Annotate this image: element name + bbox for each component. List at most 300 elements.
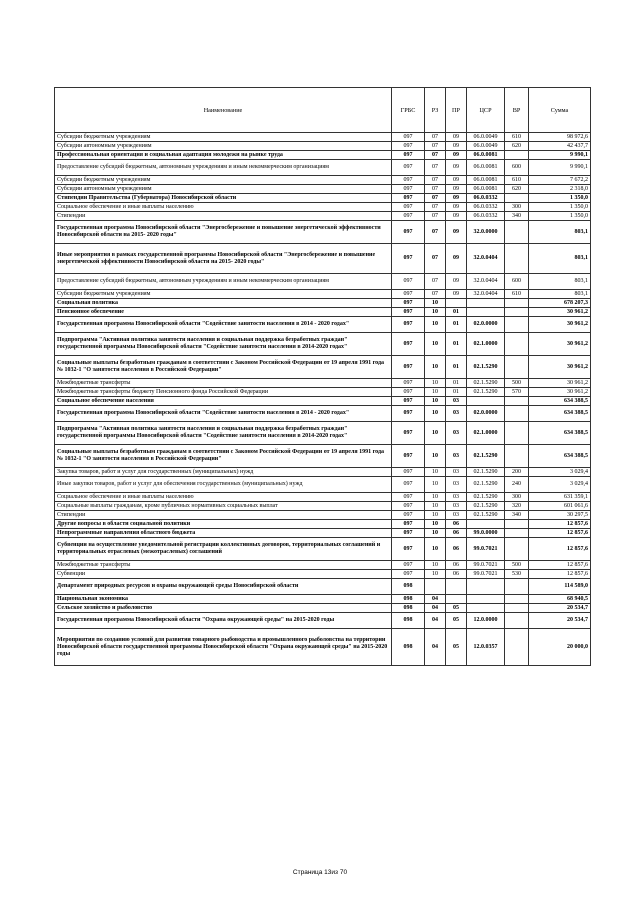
cell-csr [467, 604, 505, 613]
cell-grbs: 097 [392, 290, 425, 299]
cell-name: Социальное обеспечение и иные выплаты населению [55, 203, 392, 212]
budget-table [54, 87, 591, 666]
cell-sum: 2 318,0 [529, 185, 591, 194]
cell-rz: 10 [425, 561, 446, 570]
cell-rz: 10 [425, 379, 446, 388]
cell-csr [467, 595, 505, 604]
cell-pr: 03 [446, 477, 467, 493]
cell-name: Субсидии автономным учреждениям [55, 142, 392, 151]
cell-sum: 1 350,0 [529, 203, 591, 212]
cell-csr [467, 308, 505, 317]
cell-sum: 12 857,6 [529, 561, 591, 570]
cell-sum: 1 350,0 [529, 194, 591, 203]
table-row [55, 529, 591, 538]
cell-rz: 04 [425, 629, 446, 666]
cell-name: Иные мероприятия в рамках государственной программы Новосибирской области "Энергосбережение и повышение энергетической эффективности Новосибирской области на 2015- 2020 годы" [55, 244, 392, 274]
cell-vr: 500 [505, 561, 529, 570]
cell-vr [505, 299, 529, 308]
cell-rz: 04 [425, 613, 446, 629]
cell-name: Субсидии бюджетным учреждениям [55, 290, 392, 299]
table-row [55, 477, 591, 493]
cell-sum: 12 857,6 [529, 538, 591, 561]
table-row [55, 561, 591, 570]
cell-name: Стипендии [55, 511, 392, 520]
cell-sum: 3 029,4 [529, 468, 591, 477]
cell-rz: 07 [425, 185, 446, 194]
cell-csr: 32.0.0404 [467, 274, 505, 290]
cell-vr: 600 [505, 160, 529, 176]
cell-grbs: 098 [392, 595, 425, 604]
cell-grbs: 097 [392, 317, 425, 333]
cell-sum: 12 857,6 [529, 570, 591, 579]
cell-pr: 09 [446, 274, 467, 290]
table-row [55, 388, 591, 397]
cell-rz: 07 [425, 244, 446, 274]
table-row [55, 604, 591, 613]
cell-rz: 10 [425, 333, 446, 356]
cell-grbs: 097 [392, 274, 425, 290]
table-row [55, 133, 591, 142]
table-row [55, 520, 591, 529]
cell-vr [505, 317, 529, 333]
cell-rz: 07 [425, 194, 446, 203]
cell-sum: 803,1 [529, 290, 591, 299]
cell-csr: 02.1.5290 [467, 379, 505, 388]
cell-vr: 610 [505, 133, 529, 142]
cell-vr: 570 [505, 388, 529, 397]
cell-grbs: 097 [392, 244, 425, 274]
cell-rz: 10 [425, 445, 446, 468]
cell-csr: 02.1.5290 [467, 445, 505, 468]
table-row [55, 194, 591, 203]
cell-name: Государственная программа Новосибирской области "Содействие занятости населения в 2014 - 2020 годах" [55, 317, 392, 333]
cell-name: Социальная политика [55, 299, 392, 308]
cell-sum: 20 534,7 [529, 604, 591, 613]
cell-csr: 12.0.0000 [467, 613, 505, 629]
cell-pr [446, 299, 467, 308]
cell-grbs: 097 [392, 212, 425, 221]
cell-csr: 06.0.0332 [467, 203, 505, 212]
cell-rz: 10 [425, 406, 446, 422]
cell-name: Пенсионное обеспечение [55, 308, 392, 317]
cell-grbs: 097 [392, 185, 425, 194]
cell-csr: 06.0.0332 [467, 194, 505, 203]
cell-grbs: 097 [392, 160, 425, 176]
cell-rz: 10 [425, 397, 446, 406]
table-row [55, 221, 591, 244]
cell-csr: 02.1.5290 [467, 388, 505, 397]
cell-csr: 02.1.5290 [467, 502, 505, 511]
cell-rz: 10 [425, 520, 446, 529]
cell-csr: 06.0.0332 [467, 212, 505, 221]
cell-grbs: 097 [392, 194, 425, 203]
cell-rz: 10 [425, 299, 446, 308]
cell-vr: 500 [505, 379, 529, 388]
cell-grbs: 098 [392, 613, 425, 629]
cell-grbs: 098 [392, 579, 425, 595]
cell-vr: 610 [505, 290, 529, 299]
cell-pr: 03 [446, 468, 467, 477]
cell-vr [505, 221, 529, 244]
cell-pr: 09 [446, 151, 467, 160]
cell-grbs: 097 [392, 142, 425, 151]
table-row [55, 274, 591, 290]
cell-name: Стипендии [55, 212, 392, 221]
table-row [55, 629, 591, 666]
table-row [55, 176, 591, 185]
cell-pr: 03 [446, 406, 467, 422]
cell-sum: 20 534,7 [529, 613, 591, 629]
table-row [55, 317, 591, 333]
cell-csr [467, 579, 505, 595]
cell-rz: 10 [425, 468, 446, 477]
cell-pr: 09 [446, 185, 467, 194]
cell-pr: 03 [446, 397, 467, 406]
cell-vr [505, 397, 529, 406]
header-rz: РЗ [425, 88, 446, 133]
table-row [55, 379, 591, 388]
cell-rz: 04 [425, 595, 446, 604]
cell-csr: 06.0.0081 [467, 176, 505, 185]
cell-vr: 530 [505, 570, 529, 579]
cell-pr: 06 [446, 570, 467, 579]
cell-vr: 600 [505, 274, 529, 290]
cell-vr [505, 629, 529, 666]
cell-vr [505, 333, 529, 356]
cell-pr: 09 [446, 221, 467, 244]
cell-grbs: 097 [392, 468, 425, 477]
table-row [55, 333, 591, 356]
cell-pr: 01 [446, 379, 467, 388]
cell-grbs: 098 [392, 629, 425, 666]
table-row [55, 570, 591, 579]
table-row [55, 493, 591, 502]
cell-name: Подпрограмма "Активная политика занятости населения и социальная поддержка безработных граждан" государственной программы Новосибирской области "Содействие занятости населения в 2014-2020 годах" [55, 422, 392, 445]
cell-vr [505, 445, 529, 468]
cell-grbs: 097 [392, 299, 425, 308]
cell-sum: 12 857,6 [529, 529, 591, 538]
cell-sum: 803,1 [529, 244, 591, 274]
cell-pr: 01 [446, 308, 467, 317]
cell-csr: 32.0.0404 [467, 244, 505, 274]
cell-sum: 30 961,2 [529, 388, 591, 397]
cell-pr: 06 [446, 538, 467, 561]
cell-rz: 07 [425, 133, 446, 142]
cell-vr [505, 308, 529, 317]
cell-sum: 20 000,0 [529, 629, 591, 666]
cell-name: Межбюджетные трансферты [55, 379, 392, 388]
cell-pr: 03 [446, 511, 467, 520]
cell-name: Межбюджетные трансферты [55, 561, 392, 570]
cell-grbs: 097 [392, 406, 425, 422]
cell-rz: 07 [425, 274, 446, 290]
cell-pr: 01 [446, 388, 467, 397]
cell-vr [505, 151, 529, 160]
cell-name: Департамент природных ресурсов и охраны окружающей среды Новосибирской области [55, 579, 392, 595]
cell-rz [425, 579, 446, 595]
table-row [55, 613, 591, 629]
cell-name: Государственная программа Новосибирской области "Энергосбережение и повышение энергетической эффективности Новосибирской области на 2015- 2020 годы" [55, 221, 392, 244]
cell-csr: 99.0.7021 [467, 538, 505, 561]
cell-vr [505, 538, 529, 561]
cell-grbs: 097 [392, 570, 425, 579]
cell-csr [467, 299, 505, 308]
table-row [55, 397, 591, 406]
cell-pr: 01 [446, 317, 467, 333]
cell-pr: 03 [446, 422, 467, 445]
cell-sum: 601 061,6 [529, 502, 591, 511]
cell-csr: 02.0.0000 [467, 406, 505, 422]
cell-sum: 30 297,5 [529, 511, 591, 520]
cell-vr [505, 529, 529, 538]
table-row [55, 160, 591, 176]
cell-name: Субвенции на осуществление уведомительной регистрации коллективных договоров, территориальных соглашений и территориальных отраслевых (межотраслевых) соглашений [55, 538, 392, 561]
cell-rz: 10 [425, 477, 446, 493]
cell-sum: 30 961,2 [529, 333, 591, 356]
cell-sum: 9 990,1 [529, 160, 591, 176]
cell-grbs: 097 [392, 511, 425, 520]
cell-pr: 09 [446, 176, 467, 185]
cell-sum: 30 961,2 [529, 356, 591, 379]
table-row [55, 212, 591, 221]
cell-name: Государственная программа Новосибирской области "Охрана окружающей среды" на 2015-2020 годы [55, 613, 392, 629]
cell-pr: 03 [446, 445, 467, 468]
table-row [55, 468, 591, 477]
cell-rz: 07 [425, 221, 446, 244]
table-row [55, 185, 591, 194]
cell-vr: 620 [505, 185, 529, 194]
cell-sum: 3 029,4 [529, 477, 591, 493]
cell-name: Социальное обеспечение и иные выплаты населению [55, 493, 392, 502]
table-row [55, 406, 591, 422]
cell-sum: 12 857,6 [529, 520, 591, 529]
cell-grbs: 097 [392, 356, 425, 379]
cell-csr: 06.0.0081 [467, 160, 505, 176]
cell-vr: 200 [505, 468, 529, 477]
cell-pr: 05 [446, 604, 467, 613]
cell-vr [505, 604, 529, 613]
cell-vr [505, 356, 529, 379]
cell-grbs: 097 [392, 422, 425, 445]
cell-pr: 01 [446, 333, 467, 356]
cell-rz: 10 [425, 493, 446, 502]
cell-rz: 07 [425, 151, 446, 160]
table-row [55, 142, 591, 151]
cell-grbs: 097 [392, 379, 425, 388]
page-number: Страница 13из 70 [292, 869, 348, 876]
cell-name: Другие вопросы в области социальной политики [55, 520, 392, 529]
cell-vr: 610 [505, 176, 529, 185]
cell-sum: 634 388,5 [529, 445, 591, 468]
header-grbs: ГРБС [392, 88, 425, 133]
cell-name: Межбюджетные трансферты бюджету Пенсионного фонда Российской Федерации [55, 388, 392, 397]
cell-grbs: 097 [392, 520, 425, 529]
cell-rz: 10 [425, 502, 446, 511]
cell-csr: 02.1.0000 [467, 333, 505, 356]
cell-csr: 02.1.5290 [467, 493, 505, 502]
cell-vr [505, 520, 529, 529]
cell-pr: 09 [446, 203, 467, 212]
table-row [55, 151, 591, 160]
cell-name: Подпрограмма "Активная политика занятости населения и социальная поддержка безработных граждан" государственной программы Новосибирской области "Содействие занятости населения в 2014-2020 годах" [55, 333, 392, 356]
cell-vr [505, 406, 529, 422]
cell-csr: 02.1.5290 [467, 356, 505, 379]
cell-csr [467, 397, 505, 406]
table-row [55, 299, 591, 308]
cell-name: Субсидии бюджетным учреждениям [55, 133, 392, 142]
cell-vr: 340 [505, 511, 529, 520]
cell-grbs: 097 [392, 561, 425, 570]
cell-sum: 803,1 [529, 221, 591, 244]
cell-csr: 99.0.7021 [467, 561, 505, 570]
cell-name: Мероприятия по созданию условий для развития товарного рыбоводства и промышленного рыболовства на территории Новосибирской области государственной программы Новосибирской области "Охрана окружающей среды" на 2015-2020 годы [55, 629, 392, 666]
cell-sum: 631 359,1 [529, 493, 591, 502]
cell-sum: 30 961,2 [529, 379, 591, 388]
cell-vr: 240 [505, 477, 529, 493]
table-row [55, 244, 591, 274]
cell-name: Субсидии автономным учреждениям [55, 185, 392, 194]
cell-name: Предоставление субсидий бюджетным, автономным учреждениям и иным некоммерческим организациям [55, 160, 392, 176]
cell-pr: 05 [446, 629, 467, 666]
cell-grbs: 097 [392, 538, 425, 561]
cell-sum: 68 940,5 [529, 595, 591, 604]
cell-pr: 09 [446, 290, 467, 299]
cell-name: Социальные выплаты безработным гражданам в соответствии с Законом Российской Федерации от 19 апреля 1991 года № 1032-1 "О занятости населения в Российской Федерации" [55, 445, 392, 468]
cell-vr [505, 194, 529, 203]
table-row [55, 595, 591, 604]
cell-grbs: 097 [392, 397, 425, 406]
cell-vr [505, 613, 529, 629]
table-row [55, 356, 591, 379]
header-name: Наименование [55, 88, 392, 133]
cell-grbs: 097 [392, 203, 425, 212]
table-row [55, 445, 591, 468]
cell-name: Стипендии Правительства (Губернатора) Новосибирской области [55, 194, 392, 203]
cell-csr: 02.1.0000 [467, 422, 505, 445]
header-vr: ВР [505, 88, 529, 133]
cell-csr: 12.0.0357 [467, 629, 505, 666]
cell-vr: 620 [505, 142, 529, 151]
cell-name: Непрограммные направления областного бюджета [55, 529, 392, 538]
cell-vr [505, 579, 529, 595]
cell-csr: 06.0.0081 [467, 185, 505, 194]
cell-name: Предоставление субсидий бюджетным, автономным учреждениям и иным некоммерческим организациям [55, 274, 392, 290]
cell-rz: 07 [425, 203, 446, 212]
cell-pr: 06 [446, 520, 467, 529]
cell-name: Профессиональная ориентация и социальная адаптация молодежи на рынке труда [55, 151, 392, 160]
header-pr: ПР [446, 88, 467, 133]
table-row [55, 502, 591, 511]
table-row [55, 579, 591, 595]
cell-pr [446, 595, 467, 604]
cell-rz: 10 [425, 538, 446, 561]
cell-pr: 05 [446, 613, 467, 629]
cell-grbs: 097 [392, 477, 425, 493]
cell-rz: 07 [425, 176, 446, 185]
cell-csr: 02.1.5290 [467, 511, 505, 520]
cell-sum: 634 388,5 [529, 422, 591, 445]
cell-rz: 10 [425, 422, 446, 445]
cell-grbs: 097 [392, 333, 425, 356]
cell-pr [446, 579, 467, 595]
cell-sum: 30 961,2 [529, 317, 591, 333]
cell-pr: 09 [446, 244, 467, 274]
cell-csr: 99.0.7021 [467, 570, 505, 579]
header-sum: Сумма [529, 88, 591, 133]
cell-vr: 320 [505, 502, 529, 511]
table-row [55, 290, 591, 299]
cell-sum: 1 350,0 [529, 212, 591, 221]
cell-rz: 10 [425, 317, 446, 333]
cell-sum: 114 589,0 [529, 579, 591, 595]
table-row [55, 203, 591, 212]
table-row [55, 308, 591, 317]
cell-vr [505, 422, 529, 445]
cell-pr: 09 [446, 133, 467, 142]
cell-csr: 32.0.0404 [467, 290, 505, 299]
cell-sum: 634 388,5 [529, 397, 591, 406]
cell-grbs: 097 [392, 221, 425, 244]
cell-name: Государственная программа Новосибирской области "Содействие занятости населения в 2014 - 2020 годах" [55, 406, 392, 422]
cell-vr: 340 [505, 212, 529, 221]
cell-csr: 32.0.0000 [467, 221, 505, 244]
table-row [55, 422, 591, 445]
cell-sum: 678 207,3 [529, 299, 591, 308]
cell-name: Социальные выплаты гражданам, кроме публичных нормативных социальных выплат [55, 502, 392, 511]
cell-vr [505, 595, 529, 604]
cell-sum: 98 972,6 [529, 133, 591, 142]
cell-vr: 300 [505, 203, 529, 212]
cell-grbs: 097 [392, 176, 425, 185]
cell-grbs: 098 [392, 604, 425, 613]
cell-pr: 01 [446, 356, 467, 379]
cell-grbs: 097 [392, 493, 425, 502]
cell-pr: 03 [446, 493, 467, 502]
cell-csr: 06.0.0049 [467, 133, 505, 142]
cell-name: Сельское хозяйство и рыболовство [55, 604, 392, 613]
cell-rz: 10 [425, 529, 446, 538]
cell-grbs: 097 [392, 502, 425, 511]
cell-rz: 10 [425, 356, 446, 379]
cell-pr: 09 [446, 212, 467, 221]
cell-grbs: 097 [392, 308, 425, 317]
cell-rz: 10 [425, 308, 446, 317]
header-csr: ЦСР [467, 88, 505, 133]
cell-pr: 09 [446, 142, 467, 151]
cell-rz: 07 [425, 290, 446, 299]
cell-rz: 10 [425, 388, 446, 397]
cell-pr: 09 [446, 160, 467, 176]
cell-csr: 02.1.5290 [467, 468, 505, 477]
cell-name: Социальное обеспечение населения [55, 397, 392, 406]
table-body [55, 133, 591, 666]
cell-csr: 06.0.0081 [467, 151, 505, 160]
cell-rz: 10 [425, 570, 446, 579]
cell-sum: 634 388,5 [529, 406, 591, 422]
table-row [55, 538, 591, 561]
cell-csr [467, 520, 505, 529]
cell-pr: 03 [446, 502, 467, 511]
cell-csr: 02.1.5290 [467, 477, 505, 493]
cell-pr: 09 [446, 194, 467, 203]
cell-sum: 9 990,1 [529, 151, 591, 160]
cell-csr: 02.0.0000 [467, 317, 505, 333]
cell-name: Субсидии бюджетным учреждениям [55, 176, 392, 185]
cell-name: Социальные выплаты безработным гражданам в соответствии с Законом Российской Федерации от 19 апреля 1991 года № 1032-1 "О занятости населения в Российской Федерации" [55, 356, 392, 379]
cell-rz: 10 [425, 511, 446, 520]
cell-sum: 7 672,2 [529, 176, 591, 185]
cell-rz: 07 [425, 160, 446, 176]
